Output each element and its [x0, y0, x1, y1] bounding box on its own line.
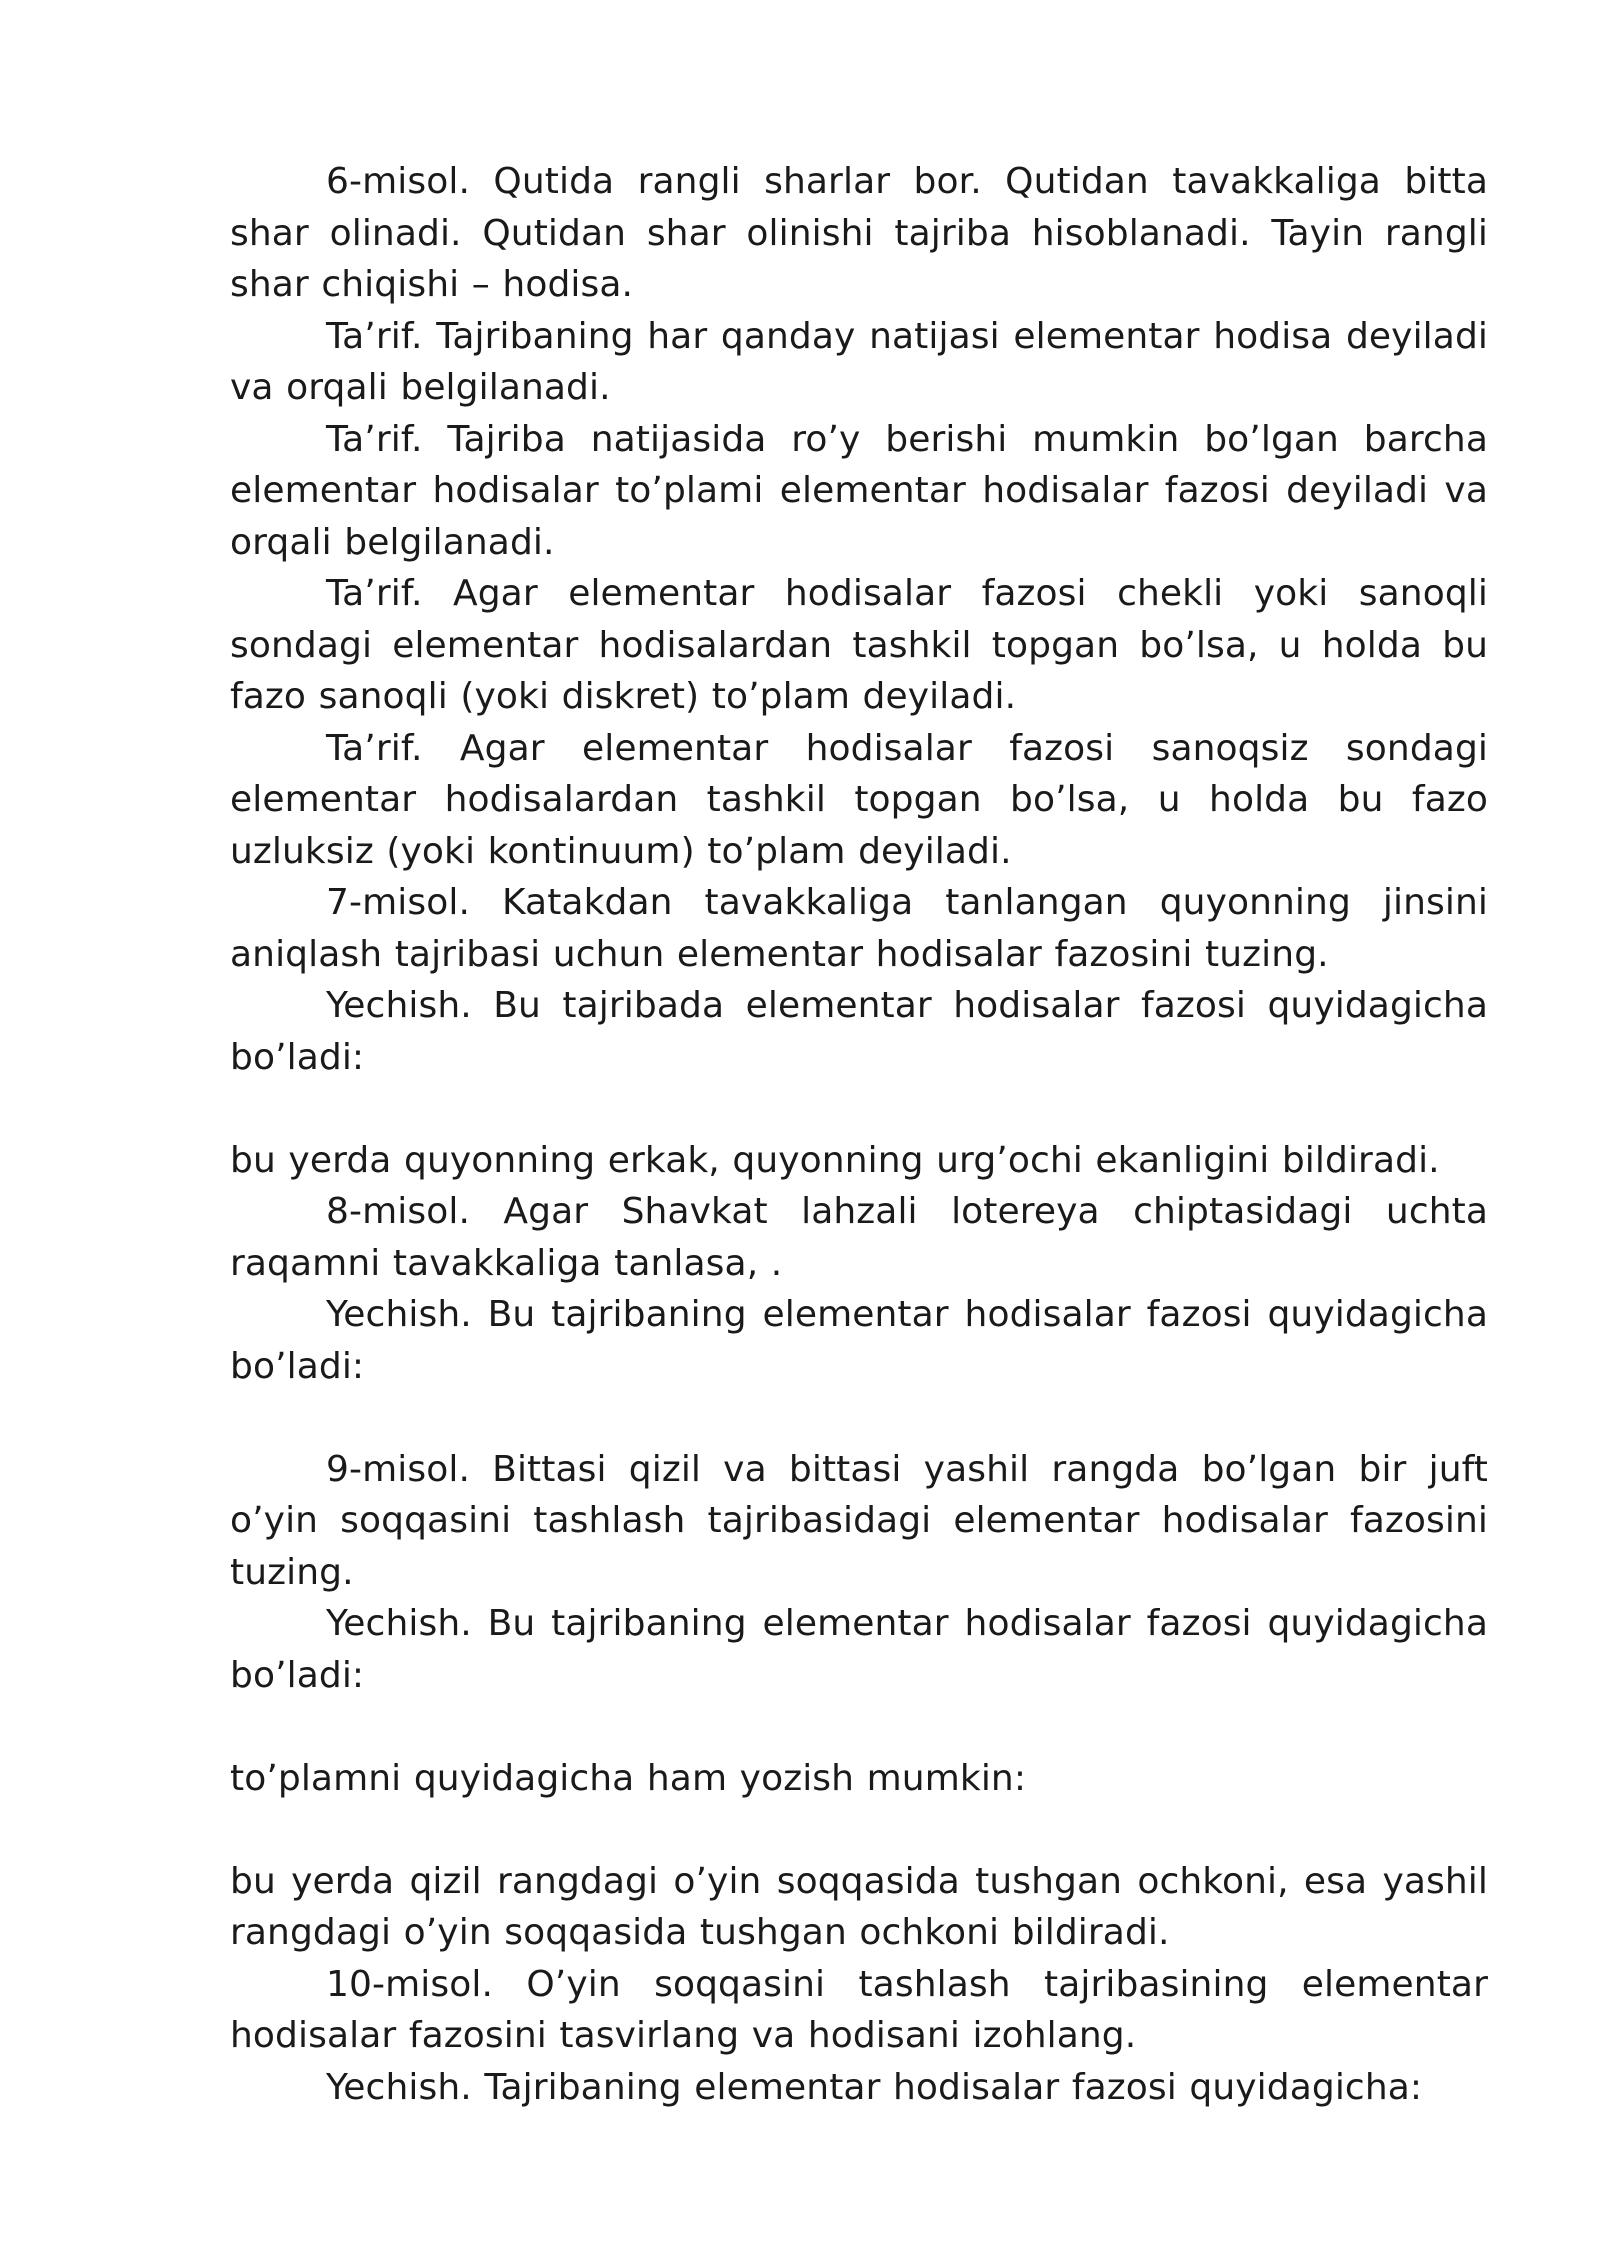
- paragraph-solution-8: Yechish. Bu tajribaning elementar hodisalar fazosi quyidagicha bo’ladi:: [230, 1294, 1488, 1387]
- paragraph-solution-10: Yechish. Tajribaning elementar hodisalar fazosi quyidagicha:: [326, 2066, 1423, 2108]
- paragraph-definition-elementary-event: Ta’rif. Tajribaning har qanday natijasi elementar hodisa deyiladi va orqali belgilanadi.: [230, 315, 1488, 408]
- paragraph-example-8: 8-misol. Agar Shavkat lahzali lotereya chiptasidagi uchta raqamni tavakkaliga tanlasa, .: [230, 1191, 1488, 1284]
- formula-placeholder: [230, 1804, 1488, 1856]
- paragraph-definition-sample-space: Ta’rif. Tajriba natijasida ro’y berishi mumkin bo’lgan barcha elementar hodisalar to’plami elementar hodisalar fazosi deyiladi va orqali belgilanadi.: [230, 418, 1488, 563]
- paragraph-definition-continuous-space: Ta’rif. Agar elementar hodisalar fazosi sanoqsiz sondagi elementar hodisalardan tashkil topgan bo’lsa, u holda bu fazo uzluksiz (yoki kontinuum) to’plam deyiladi.: [230, 727, 1488, 872]
- paragraph-solution-7: Yechish. Bu tajribada elementar hodisalar fazosi quyidagicha bo’ladi:: [230, 985, 1488, 1078]
- paragraph-explanation-7: bu yerda quyonning erkak, quyonning urg’ochi ekanligini bildiradi.: [230, 1139, 1440, 1181]
- paragraph-definition-discrete-space: Ta’rif. Agar elementar hodisalar fazosi chekli yoki sanoqli sondagi elementar hodisalardan tashkil topgan bo’lsa, u holda bu fazo sanoqli (yoki diskret) to’plam deyiladi.: [230, 573, 1488, 717]
- paragraph-example-6: 6-misol. Qutida rangli sharlar bor. Qutidan tavakkaliga bitta shar olinadi. Qutidan shar olinishi tajriba hisoblanadi. Tayin rangli shar chiqishi – hodisa.: [230, 161, 1488, 305]
- paragraph-alternative-notation: to’plamni quyidagicha ham yozish mumkin:: [230, 1757, 1027, 1799]
- formula-placeholder: [230, 1701, 1488, 1753]
- paragraph-explanation-9: bu yerda qizil rangdagi o’yin soqqasida tushgan ochkoni, esa yashil rangdagi o’yin soqqasida tushgan ochkoni bildiradi.: [230, 1860, 1488, 1953]
- paragraph-example-10: 10-misol. O’yin soqqasini tashlash tajribasining elementar hodisalar fazosini tasvirlang va hodisani izohlang.: [230, 1963, 1488, 2056]
- formula-placeholder: [230, 1083, 1488, 1135]
- paragraph-solution-9: Yechish. Bu tajribaning elementar hodisalar fazosi quyidagicha bo’ladi:: [230, 1603, 1488, 1696]
- paragraph-example-7: 7-misol. Katakdan tavakkaliga tanlangan quyonning jinsini aniqlash tajribasi uchun elementar hodisalar fazosini tuzing.: [230, 882, 1488, 975]
- paragraph-example-9: 9-misol. Bittasi qizil va bittasi yashil rangda bo’lgan bir juft o’yin soqqasini tashlash tajribasidagi elementar hodisalar fazosini tuzing.: [230, 1448, 1488, 1593]
- document-page: [230, 156, 1488, 2113]
- formula-placeholder: [230, 1392, 1488, 1444]
